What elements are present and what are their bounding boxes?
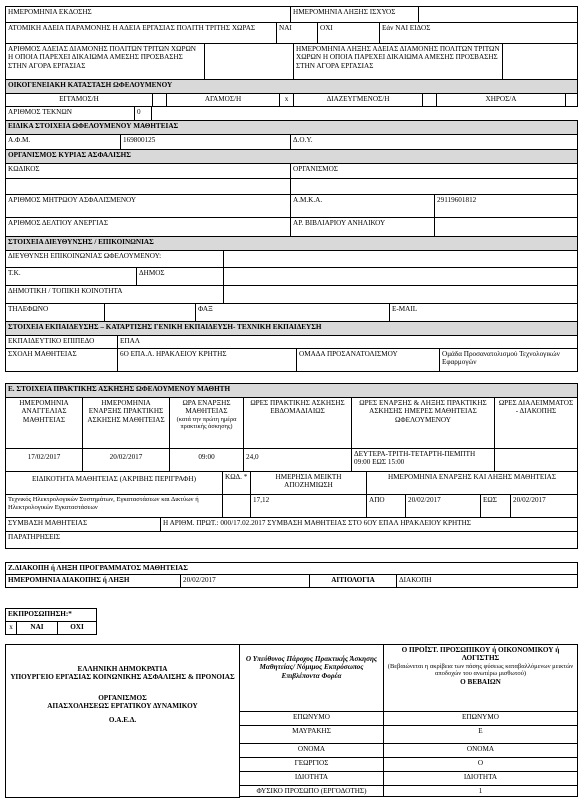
practice-v4-text: 24,0 <box>246 453 259 461</box>
permit-type-text: Εάν ΝΑΙ ΕΙΔΟΣ <box>382 24 431 32</box>
remarks-label-text: ΠΑΡΑΤΗΡΗΣΕΙΣ <box>8 533 61 541</box>
footer-row-2-right[interactable] <box>383 725 578 744</box>
spec-value-text: Τεχνικός Ηλεκτρολογικών Συστημάτων, Εγκαταστάσεων και Δικτύων ή Ηλεκτρολογικών Εγκαταστάσεων <box>8 496 199 511</box>
org-line2: ΑΠΑΣΧΟΛΗΣΕΩΣ ΕΡΓΑΤΙΚΟΥ ΔΥΝΑΜΙΚΟΥ <box>47 701 198 710</box>
practice-v2[interactable] <box>82 448 170 472</box>
community-text: ΔΗΜΟΤΙΚΗ / ΤΟΠΙΚΗ ΚΟΙΝΟΤΗΤΑ <box>8 287 123 295</box>
residence-expiry-label <box>293 43 503 80</box>
to-value-text: 20/02/2017 <box>513 496 546 504</box>
agency-block <box>5 644 240 798</box>
phone-label <box>5 303 105 322</box>
footer-row-4-mid[interactable] <box>239 757 384 772</box>
spec-label-text: ΕΙΔΙΚΟΤΗΤΑ ΜΑΘΗΤΕΙΑΣ (ΑΚΡΙΒΗΣ ΠΕΡΙΓΡΑΦΗ) <box>31 475 197 483</box>
permit-yes-text: ΝΑΙ <box>279 24 292 32</box>
level-value-text: ΕΠΑΛ <box>120 337 140 345</box>
minor-book-field[interactable] <box>434 217 578 237</box>
widowed-box[interactable] <box>565 93 578 107</box>
residence-expiry-field[interactable] <box>502 43 578 80</box>
certifier-sign: Ο ΒΕΒΑΙΩΝ <box>460 677 501 686</box>
divorced-label <box>293 93 423 107</box>
representation-title <box>5 608 97 622</box>
doy-label <box>290 134 578 150</box>
capacity-value-right: 1 <box>478 787 483 795</box>
footer-row-1-right <box>383 711 578 726</box>
practice-v6[interactable] <box>494 448 578 472</box>
practice-h5 <box>351 397 495 449</box>
afm-value[interactable] <box>120 134 291 150</box>
insurance-title <box>5 149 578 164</box>
agency-line2: ΥΠΟΥΡΓΕΙΟ ΕΡΓΑΣΙΑΣ ΚΟΙΝΩΝΙΚΗΣ ΑΣΦΑΛΙΣΗΣ & ΠΡΟΝΟΙΑΣ <box>10 673 235 682</box>
insurance-code-label <box>5 163 291 179</box>
group-label <box>296 348 440 372</box>
family-title-text: ΟΙΚΟΓΕΝΕΙΑΚΗ ΚΑΤΑΣΤΑΣΗ ΩΦΕΛΟΥΜΕΝΟΥ <box>8 81 173 89</box>
termination-date-label <box>5 574 181 588</box>
phone-field[interactable] <box>104 303 196 322</box>
practice-v5-text: ΔΕΥΤΕΡΑ-ΤΡΙΤΗ-ΤΕΤΑΡΤΗ-ΠΕΜΠΤΗ 09:00 ΕΩΣ 15:00 <box>354 450 476 467</box>
provider-header <box>239 644 384 712</box>
practice-title-text: Ε. ΣΤΟΙΧΕΙΑ ΠΡΑΚΤΙΚΗΣ ΑΣΚΗΣΗΣ ΩΦΕΛΟΥΜΕΝΟΥ ΜΑΘΗΤΗ <box>8 385 231 393</box>
single-text: ΑΓΑΜΟΣ/Η <box>204 95 242 103</box>
practice-title <box>5 383 578 398</box>
contract-value[interactable] <box>160 517 578 532</box>
practice-v3-text: 09:00 <box>198 453 215 461</box>
capacity-label-right: ΙΔΙΟΤΗΤΑ <box>463 773 498 781</box>
widowed-text: ΧΗΡΟΣ/Α <box>485 95 517 103</box>
surname-value-mid: ΜΑΥΡΑΚΗΣ <box>292 727 331 735</box>
education-title-text: ΣΤΟΙΧΕΙΑ ΕΚΠΑΙΔΕΥΣΗΣ – ΚΑΤΑΡΤΙΣΗΣ ΓΕΝΙΚΗ ΕΚΠΑΙΔΕΥΣΗ- ΤΕΧΝΙΚΗ ΕΚΠΑΙΔΕΥΣΗ <box>8 323 322 331</box>
practice-v4[interactable] <box>243 448 352 472</box>
school-value[interactable] <box>117 348 297 372</box>
single-label <box>166 93 280 107</box>
residence-number-field[interactable] <box>204 43 294 80</box>
practice-v3[interactable] <box>169 448 244 472</box>
practice-h2 <box>82 397 170 449</box>
insurance-code-field[interactable] <box>5 178 291 195</box>
married-box[interactable] <box>152 93 167 107</box>
from-label <box>366 494 406 518</box>
surname-label-right: ΕΠΩΝΥΜΟ <box>462 713 499 721</box>
practice-h5-text: ΩΡΕΣ ΕΝΑΡΞΗΣ & ΛΗΞΗΣ ΠΡΑΚΤΙΚΗΣ ΑΣΚΗΣΗΣ ΗΜΕΡΕΣ ΜΑΘΗΤΕΙΑΣ ΩΦΕΛΟΥΜΕΝΟΥ <box>359 399 487 424</box>
footer-row-3-mid <box>239 743 384 758</box>
children-value-text: 0 <box>137 108 141 116</box>
from-label-text: ΑΠΟ <box>369 496 385 504</box>
termination-date-value[interactable] <box>180 574 310 588</box>
to-value[interactable] <box>510 494 578 518</box>
surname-label-mid: ΕΠΩΝΥΜΟ <box>293 713 330 721</box>
email-label <box>389 303 578 322</box>
certifier-header <box>383 644 578 712</box>
community-field[interactable] <box>223 285 578 304</box>
representation-yes <box>16 621 58 635</box>
representation-no[interactable] <box>57 621 97 635</box>
org-line3: Ο.Α.Ε.Δ. <box>108 716 137 725</box>
to-label <box>480 494 511 518</box>
reason-label-text: ΑΙΤΙΟΛΟΓΙΑ <box>331 576 375 584</box>
municipality-field[interactable] <box>223 267 578 286</box>
issue-date-text: ΗΜΕΡΟΜΗΝΙΑ ΕΚΔΟΣΗΣ <box>8 8 92 16</box>
municipality-label <box>136 267 224 286</box>
practice-h6 <box>494 397 578 449</box>
org-line1: ΟΡΓΑΝΙΣΜΟΣ <box>98 693 147 702</box>
address-text: ΔΙΕΥΘΥΝΣΗ ΕΠΙΚΟΙΝΩΝΙΑΣ ΩΦΕΛΟΥΜΕΝΟΥ: <box>8 252 162 260</box>
group-label-text: ΟΜΑΔΑ ΠΡΟΣΑΝΑΤΟΛΙΣΜΟΥ <box>299 350 398 358</box>
phone-text: ΤΗΛΕΦΩΝΟ <box>8 305 49 313</box>
special-title <box>5 120 578 135</box>
children-label-text: ΑΡΙΘΜΟΣ ΤΕΚΝΩΝ <box>8 108 72 116</box>
kod-label <box>222 471 251 495</box>
school-label-text: ΣΧΟΛΗ ΜΑΘΗΤΕΙΑΣ <box>8 350 77 358</box>
divorced-text: ΔΙΑΖΕΥΓΜΕΝΟΣ/Η <box>326 95 390 103</box>
unemployment-label <box>5 217 291 237</box>
amka-label <box>290 194 435 218</box>
start-end-label <box>366 471 578 495</box>
minor-book-text: ΑΡ. ΒΙΒΛΙΑΡΙΟΥ ΑΝΗΛΙΚΟΥ <box>293 219 386 227</box>
residence-expiry-text: ΗΜΕΡΟΜΗΝΙΑ ΛΗΞΗΣ ΑΔΕΙΑΣ ΔΙΑΜΟΝΗΣ ΠΟΛΙΤΩΝ ΤΡΙΤΩΝ ΧΩΡΩΝ Η ΟΠΟΙΑ ΠΑΡΕΧΕΙ ΔΙΚΑΙΩΜΑ ΑΜΕΣΗΣ ΠΡΟΣΒΑΣΗΣ ΣΤΗΝ ΑΓΟΡΑ ΕΡΓΑΣΙΑΣ <box>296 45 500 70</box>
permit-label <box>5 22 277 44</box>
insurance-title-text: ΟΡΓΑΝΙΣΜΟΣ ΚΥΡΙΑΣ ΑΣΦΑΛΙΣΗΣ <box>8 151 131 159</box>
certifier-note: (Βεβαιώνεται η ακρίβεια των πάσης φύσεως καταβαλλόμενων μεικτών αποδοχών του ανωτέρω μισθωτού) <box>387 662 574 678</box>
divorced-box[interactable] <box>422 93 437 107</box>
kod-value[interactable] <box>222 494 251 518</box>
afm-label <box>5 134 121 150</box>
single-box[interactable] <box>279 93 294 107</box>
minor-book-label <box>290 217 435 237</box>
school-value-text: 6Ο ΕΠΑ.Λ. ΗΡΑΚΛΕΙΟΥ ΚΡΗΤΗΣ <box>120 350 227 358</box>
daily-value[interactable] <box>250 494 367 518</box>
single-mark: x <box>284 95 289 103</box>
tk-text: Τ.Κ. <box>8 269 21 277</box>
fax-text: ΦΑΞ <box>198 305 213 313</box>
representation-no-text: ΟΧΙ <box>70 623 84 631</box>
group-value[interactable] <box>439 348 578 372</box>
practice-v2-text: 20/02/2017 <box>109 453 143 461</box>
certifier-title: Ο ΠΡΟΪΣΤ. ΠΡΟΣΩΠΙΚΟΥ ή ΟΙΚΟΝΟΜΙΚΟΥ ή ΛΟΓΙΣΤΗΣ <box>401 646 560 663</box>
residence-number-text: ΑΡΙΘΜΟΣ ΑΔΕΙΑΣ ΔΙΑΜΟΝΗΣ ΠΟΛΙΤΩΝ ΤΡΙΤΩΝ ΧΩΡΩΝ Η ΟΠΟΙΑ ΠΑΡΕΧΕΙ ΔΙΚΑΙΩΜΑ ΑΜΕΣΗΣ ΠΡΟΣΒΑΣΗΣ ΣΤΗΝ ΑΓΟΡΑ ΕΡΓΑΣΙΑΣ <box>8 45 196 70</box>
footer-row-4-right[interactable] <box>383 757 578 772</box>
practice-h3b-text: (κατά την πρώτη ημέρα πρακτικής άσκησης) <box>176 415 237 430</box>
tk-label <box>5 267 137 286</box>
footer-row-5-right <box>383 771 578 786</box>
contact-title <box>5 236 578 251</box>
contract-value-text: Η ΑΡΙΘΜ. ΠΡΩΤ.: 000/17.02.2017 ΣΥΜΒΑΣΗ ΜΑΘΗΤΕΙΑΣ ΣΤΟ 6ΟΥ ΕΠΑΛ ΗΡΑΚΛΕΙΟΥ ΚΡΗΤΗΣ <box>163 519 471 527</box>
municipality-text: ΔΗΜΟΣ <box>139 269 165 277</box>
footer-row-6-mid[interactable] <box>239 785 384 797</box>
from-value-text: 20/02/2017 <box>408 496 441 504</box>
reason-value-text: ΔΙΑΚΟΠΗ <box>399 576 432 584</box>
residence-number-label <box>5 43 205 80</box>
practice-h4-text: ΩΡΕΣ ΠΡΑΚΤΙΚΗΣ ΑΣΚΗΣΗΣ ΕΒΔΟΜΑΔΙΑΙΩΣ <box>250 399 345 416</box>
married-text: ΕΓΓΑΜΟΣ/Η <box>59 95 99 103</box>
representation-yes-text: ΝΑΙ <box>30 623 44 631</box>
afm-label-text: Α.Φ.Μ. <box>8 136 31 144</box>
level-value[interactable] <box>117 335 578 349</box>
footer-row-5-mid <box>239 771 384 786</box>
to-label-text: ΕΩΣ <box>483 496 497 504</box>
practice-h2-text: ΗΜΕΡΟΜΗΝΙΑ ΕΝΑΡΞΗΣ ΠΡΑΚΤΙΚΗΣ ΑΣΚΗΣΗΣ ΜΑΘΗΤΕΙΑΣ <box>87 399 165 424</box>
termination-date-value-text: 20/02/2017 <box>183 576 216 584</box>
practice-h4 <box>243 397 352 449</box>
issue-date-label <box>5 6 291 23</box>
reason-value[interactable] <box>396 574 578 588</box>
education-title <box>5 321 578 336</box>
daily-label-text: ΗΜΕΡΗΣΙΑ ΜΕΙΚΤΗ ΑΠΟΖΗΜΙΩΣΗ <box>275 473 342 490</box>
level-label <box>5 335 118 349</box>
group-value-text: Ομάδα Προσανατολισμού Τεχνολογικών Εφαρμογών <box>442 350 560 367</box>
insurance-org-field[interactable] <box>290 178 578 195</box>
children-label <box>5 106 135 121</box>
remarks-label <box>5 531 578 549</box>
practice-h1-text: ΗΜΕΡΟΜΗΝΙΑ ΑΝΑΓΓΕΛΙΑΣ ΜΑΘΗΤΕΙΑΣ <box>19 399 69 424</box>
expiry-date-label <box>290 6 419 23</box>
name-label-mid: ΟΝΟΜΑ <box>297 745 326 753</box>
practice-v5[interactable] <box>351 448 495 472</box>
email-text: E-MAIL <box>392 305 418 313</box>
contract-label <box>5 517 161 532</box>
family-title <box>5 79 578 94</box>
level-label-text: ΕΚΠΑΙΔΕΥΤΙΚΟ ΕΠΙΠΕΔΟ <box>8 337 95 345</box>
contact-title-text: ΣΤΟΙΧΕΙΑ ΔΙΕΥΘΥΝΣΗΣ / ΕΠΙΚΟΙΝΩΝΙΑΣ <box>8 238 154 246</box>
practice-h3 <box>169 397 244 449</box>
kod-label-text: ΚΩΔ. * <box>225 473 248 481</box>
registry-label <box>5 194 291 218</box>
provider-header-text: Ο Υπεύθυνος Πάροχος Πρακτικής Άσκησης Μαθητείας/ Νόμιμος Εκπρόσωπος Επιβλέποντα Φορέα <box>245 655 378 680</box>
termination-title-text: Ζ.ΔΙΑΚΟΠΗ ή ΛΗΞΗ ΠΡΟΓΡΑΜΜΑΤΟΣ ΜΑΘΗΤΕΙΑΣ <box>8 564 188 572</box>
permit-yes-box[interactable] <box>276 22 318 44</box>
spec-label <box>5 471 223 495</box>
footer-row-2-mid[interactable] <box>239 725 384 744</box>
contract-label-text: ΣΥΜΒΑΣΗ ΜΑΘΗΤΕΙΑΣ <box>8 519 88 527</box>
fax-label <box>195 303 390 322</box>
representation-mark: x <box>9 623 13 631</box>
insurance-code-text: ΚΩΔΙΚΟΣ <box>8 165 40 173</box>
insurance-org-text: ΟΡΓΑΝΙΣΜΟΣ <box>293 165 338 173</box>
afm-value-text: 169800125 <box>123 136 156 144</box>
reason-label <box>309 574 397 588</box>
capacity-value-mid: ΦΥΣΙΚΟ ΠΡΟΣΩΠΟ (ΕΡΓΟΔΟΤΗΣ) <box>256 787 367 795</box>
termination-date-label-text: ΗΜΕΡΟΜΗΝΙΑ ΔΙΑΚΟΠΗΣ ή ΛΗΞΗ <box>8 576 130 584</box>
representation-title-text: ΕΚΠΡΟΣΩΠΗΣΗ:* <box>8 610 72 618</box>
name-value-right: Ο <box>477 759 484 767</box>
name-value-mid: ΓΕΩΡΓΙΟΣ <box>294 759 329 767</box>
children-value[interactable] <box>134 106 152 121</box>
permit-type-box[interactable] <box>379 22 578 44</box>
school-label <box>5 348 118 372</box>
from-value[interactable] <box>405 494 481 518</box>
insurance-org-label <box>290 163 578 179</box>
community-label <box>5 285 224 304</box>
permit-no-text: ΟΧΙ <box>320 24 333 32</box>
amka-label-text: Α.Μ.Κ.Α. <box>293 196 323 204</box>
footer-row-6-right[interactable] <box>383 785 578 797</box>
practice-h1 <box>5 397 83 449</box>
agency-line1: ΕΛΛΗΝΙΚΗ ΔΗΜΟΚΡΑΤΙΑ <box>77 665 168 673</box>
start-end-label-text: ΗΜΕΡΟΜΗΝΙΑ ΕΝΑΡΞΗΣ ΚΑΙ ΛΗΞΗΣ ΜΑΘΗΤΕΙΑΣ <box>387 473 557 481</box>
permit-no-box[interactable] <box>317 22 380 44</box>
unemployment-text: ΑΡΙΘΜΟΣ ΔΕΛΤΙΟΥ ΑΝΕΡΓΙΑΣ <box>8 219 108 227</box>
amka-value-text: 29119601812 <box>437 196 477 204</box>
doy-label-text: Δ.Ο.Υ. <box>293 136 313 144</box>
address-label <box>5 250 224 268</box>
registry-text: ΑΡΙΘΜΟΣ ΜΗΤΡΩΟΥ ΑΣΦΑΛΙΣΜΕΝΟΥ <box>8 196 137 204</box>
expiry-date-field[interactable] <box>418 6 578 23</box>
widowed-label <box>436 93 566 107</box>
daily-label <box>250 471 367 495</box>
surname-value-right: Ε <box>478 727 483 735</box>
footer-row-1-mid <box>239 711 384 726</box>
footer-row-3-right <box>383 743 578 758</box>
special-title-text: ΕΙΔΙΚΑ ΣΤΟΙΧΕΙΑ ΩΦΕΛΟΥΜΕΝΟΥ ΜΑΘΗΤΕΙΑΣ <box>8 122 179 130</box>
name-label-right: ΟΝΟΜΑ <box>466 745 495 753</box>
practice-v1[interactable] <box>5 448 83 472</box>
practice-v1-text: 17/02/2017 <box>27 453 61 461</box>
address-field[interactable] <box>223 250 578 268</box>
amka-value[interactable] <box>434 194 578 218</box>
permit-label-text: ΑΤΟΜΙΚΗ ΑΔΕΙΑ ΠΑΡΑΜΟΝΗΣ Η ΑΔΕΙΑ ΕΡΓΑΣΙΑΣ ΠΟΛΙΤΗ ΤΡΙΤΗΣ ΧΩΡΑΣ <box>8 24 256 32</box>
practice-h6-text: ΩΡΕΣ ΔΙΑΛΕΙΜΜΑΤΟΣ - ΔΙΑΚΟΠΗΣ <box>498 399 574 416</box>
daily-value-text: 17,12 <box>253 496 270 504</box>
married-label <box>5 93 153 107</box>
expiry-date-text: ΗΜΕΡΟΜΗΝΙΑ ΛΗΞΗΣ ΙΣΧΥΟΣ <box>293 8 396 16</box>
spec-value[interactable] <box>5 494 223 518</box>
capacity-label-mid: ΙΔΙΟΤΗΤΑ <box>294 773 329 781</box>
practice-h3a-text: ΩΡΑ ΕΝΑΡΞΗΣ ΜΑΘΗΤΕΙΑΣ <box>182 399 231 416</box>
